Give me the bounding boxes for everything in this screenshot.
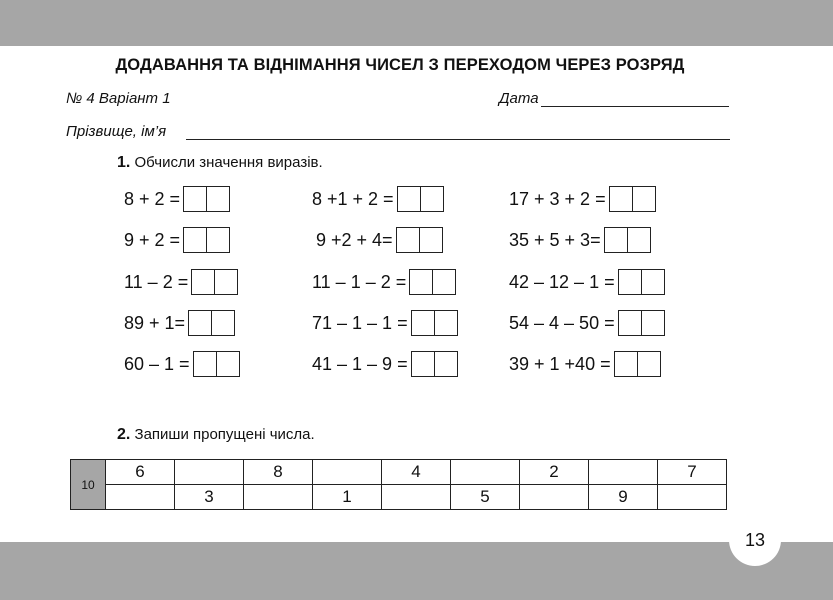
start-number-cell: 10 bbox=[71, 460, 106, 510]
answer-boxes[interactable] bbox=[183, 227, 230, 253]
number-cell[interactable] bbox=[106, 485, 175, 510]
page-number: 13 bbox=[729, 514, 781, 566]
variant-label: № 4 Варіант 1 bbox=[66, 90, 171, 107]
expression bbox=[124, 351, 240, 377]
answer-boxes[interactable] bbox=[409, 269, 456, 295]
answer-boxes[interactable] bbox=[397, 186, 444, 212]
number-cell[interactable] bbox=[382, 485, 451, 510]
name-label: Прізвище, ім’я bbox=[66, 123, 167, 140]
expression bbox=[509, 227, 651, 253]
number-cell[interactable]: 3 bbox=[175, 485, 244, 510]
expression bbox=[316, 227, 443, 253]
number-cell[interactable]: 4 bbox=[382, 460, 451, 485]
expression-text: 71 – 1 – 1 = bbox=[312, 312, 408, 333]
expression bbox=[312, 310, 458, 336]
expression-text: 17 + 3 + 2 = bbox=[509, 188, 606, 209]
expression-text: 39 + 1 +40 = bbox=[509, 353, 611, 374]
answer-boxes[interactable] bbox=[604, 227, 651, 253]
answer-boxes[interactable] bbox=[191, 269, 238, 295]
number-cell[interactable]: 8 bbox=[244, 460, 313, 485]
number-cell[interactable]: 1 bbox=[313, 485, 382, 510]
expression-text: 35 + 5 + 3= bbox=[509, 229, 601, 250]
task1-text: Обчисли значення виразів. bbox=[134, 154, 323, 171]
number-cell[interactable] bbox=[589, 460, 658, 485]
expression-text: 89 + 1= bbox=[124, 312, 186, 333]
answer-boxes[interactable] bbox=[183, 186, 230, 212]
expression-text: 8 +1 + 2 = bbox=[312, 188, 394, 209]
number-cell[interactable]: 2 bbox=[520, 460, 589, 485]
answer-boxes[interactable] bbox=[618, 310, 665, 336]
expression bbox=[124, 269, 238, 295]
answer-boxes[interactable] bbox=[614, 351, 661, 377]
number-cell[interactable] bbox=[520, 485, 589, 510]
task2-number: 2. bbox=[117, 426, 131, 443]
table-row bbox=[71, 485, 727, 510]
expression-text: 8 + 2 = bbox=[124, 188, 181, 209]
expression bbox=[509, 310, 665, 336]
number-cell[interactable] bbox=[313, 460, 382, 485]
task1-instruction bbox=[117, 154, 323, 172]
number-cell[interactable] bbox=[451, 460, 520, 485]
expression-text: 9 + 2 = bbox=[124, 229, 181, 250]
expression bbox=[509, 186, 656, 212]
answer-boxes[interactable] bbox=[618, 269, 665, 295]
top-band bbox=[0, 0, 833, 46]
expression bbox=[509, 351, 661, 377]
task2-instruction bbox=[117, 426, 315, 444]
answer-boxes[interactable] bbox=[193, 351, 240, 377]
number-cell[interactable] bbox=[658, 485, 727, 510]
answer-boxes[interactable] bbox=[609, 186, 656, 212]
expression bbox=[124, 227, 230, 253]
number-cell[interactable]: 7 bbox=[658, 460, 727, 485]
bottom-band bbox=[0, 542, 833, 600]
expression bbox=[312, 186, 444, 212]
answer-boxes[interactable] bbox=[411, 310, 458, 336]
expression-text: 41 – 1 – 9 = bbox=[312, 353, 408, 374]
expression bbox=[312, 269, 456, 295]
date-field[interactable] bbox=[541, 106, 729, 107]
expression bbox=[312, 351, 458, 377]
expression-text: 42 – 12 – 1 = bbox=[509, 271, 615, 292]
expression bbox=[124, 186, 230, 212]
expression-text: 11 – 2 = bbox=[124, 271, 189, 292]
table-row bbox=[71, 460, 727, 485]
task2-text: Запиши пропущені числа. bbox=[134, 426, 315, 443]
number-cell[interactable]: 6 bbox=[106, 460, 175, 485]
answer-boxes[interactable] bbox=[411, 351, 458, 377]
answer-boxes[interactable] bbox=[188, 310, 235, 336]
task1-number: 1. bbox=[117, 154, 131, 171]
number-cell[interactable]: 5 bbox=[451, 485, 520, 510]
number-cell[interactable] bbox=[175, 460, 244, 485]
date-label: Дата bbox=[499, 90, 539, 107]
answer-boxes[interactable] bbox=[396, 227, 443, 253]
number-sequence-table bbox=[70, 459, 727, 510]
page-title: ДОДАВАННЯ ТА ВІДНІМАННЯ ЧИСЕЛ З ПЕРЕХОДОМ ЧЕРЕЗ РОЗРЯД bbox=[115, 56, 685, 74]
expression bbox=[124, 310, 235, 336]
name-field[interactable] bbox=[186, 139, 730, 140]
number-cell[interactable]: 9 bbox=[589, 485, 658, 510]
expression-text: 9 +2 + 4= bbox=[316, 229, 393, 250]
expression-text: 54 – 4 – 50 = bbox=[509, 312, 615, 333]
expression-text: 11 – 1 – 2 = bbox=[312, 271, 407, 292]
number-cell[interactable] bbox=[244, 485, 313, 510]
expression-text: 60 – 1 = bbox=[124, 353, 190, 374]
expression bbox=[509, 269, 665, 295]
